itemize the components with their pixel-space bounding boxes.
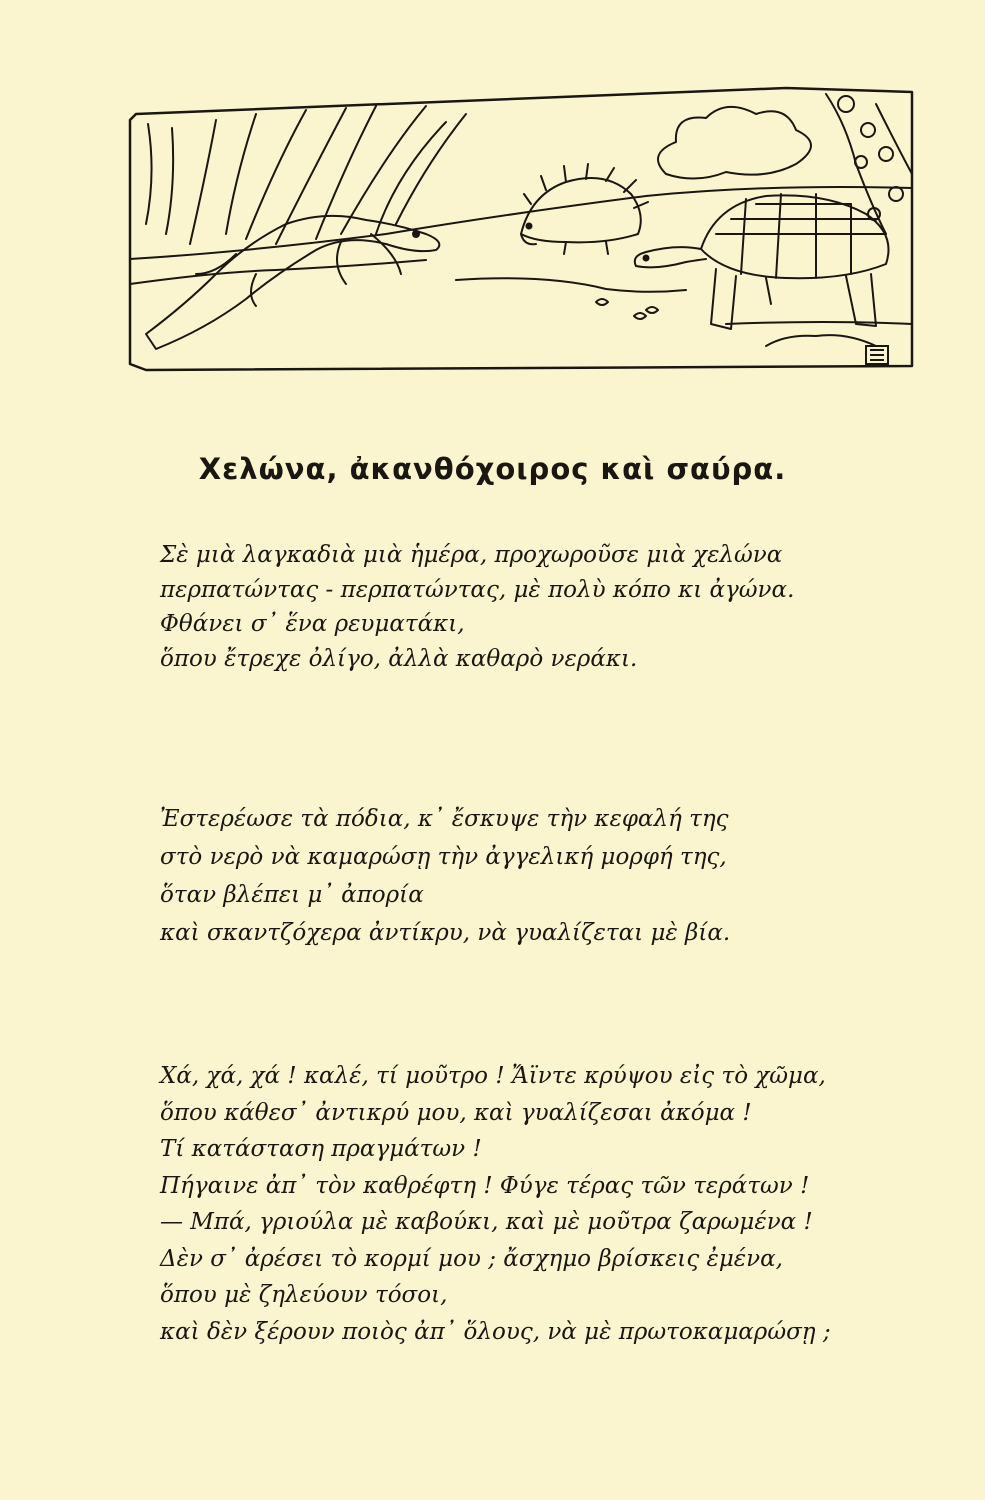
poem-line: στὸ νερὸ νὰ καμαρώσῃ τὴν ἀγγελική μορφή της, — [160, 844, 727, 870]
illustration-lizard-hedgehog-tortoise — [126, 84, 916, 374]
poem-line: Φθάνει σ᾿ ἕνα ρευματάκι, — [160, 611, 465, 637]
poem-line: Δὲν σ᾿ ἀρέσει τὸ κορμί μου ; ἄσχημο βρίσκεις ἐμένα, — [160, 1245, 783, 1272]
poem-line: ὅπου ἔτρεχε ὀλίγο, ἀλλὰ καθαρὸ νεράκι. — [160, 645, 638, 672]
poem-line: Χά, χά, χά ! καλέ, τί μοῦτρο ! Ἄϊντε κρύψου εἰς τὸ χῶμα, — [160, 1063, 826, 1089]
poem-line: Πήγαινε ἀπ᾿ τὸν καθρέφτη ! Φύγε τέρας τῶν τεράτων ! — [160, 1172, 810, 1199]
poem-line: Ἐστερέωσε τὰ πόδια, κ᾿ ἔσκυψε τὴν κεφαλή της — [160, 806, 729, 832]
poem-line: Σὲ μιὰ λαγκαδιὰ μιὰ ἡμέρα, προχωροῦσε μιὰ χελώνα — [160, 542, 783, 568]
poem-line: ὅπου μὲ ζηλεύουν τόσοι, — [160, 1282, 448, 1308]
poem-line: Τί κατάσταση πραγμάτων ! — [160, 1136, 482, 1162]
stanza-3 — [160, 1058, 940, 1350]
poem-line: καὶ σκαντζόχερα ἀντίκρυ, νὰ γυαλίζεται μὲ βία. — [160, 920, 731, 946]
stanza-2 — [160, 800, 940, 952]
poem-line: καὶ δὲν ξέρουν ποιὸς ἀπ᾿ ὅλους, νὰ μὲ πρωτοκαμαρώσῃ ; — [160, 1318, 831, 1345]
poem-line: — Μπά, γριούλα μὲ καβούκι, καὶ μὲ μοῦτρα ζαρωμένα ! — [160, 1209, 813, 1235]
stanza-1 — [160, 538, 940, 676]
poem-title: Χελώνα, ἀκανθόχοιρος καὶ σαύρα. — [198, 452, 787, 486]
poem-line: περπατώντας - περπατώντας, μὲ πολὺ κόπο κι ἀγώνα. — [160, 576, 795, 603]
illustrator-monogram — [866, 346, 888, 364]
poem-line: ὅπου κάθεσ᾿ ἀντικρύ μου, καὶ γυαλίζεσαι ἀκόμα ! — [160, 1099, 752, 1126]
poem-line: ὅταν βλέπει μ᾿ ἀπορία — [160, 882, 424, 908]
